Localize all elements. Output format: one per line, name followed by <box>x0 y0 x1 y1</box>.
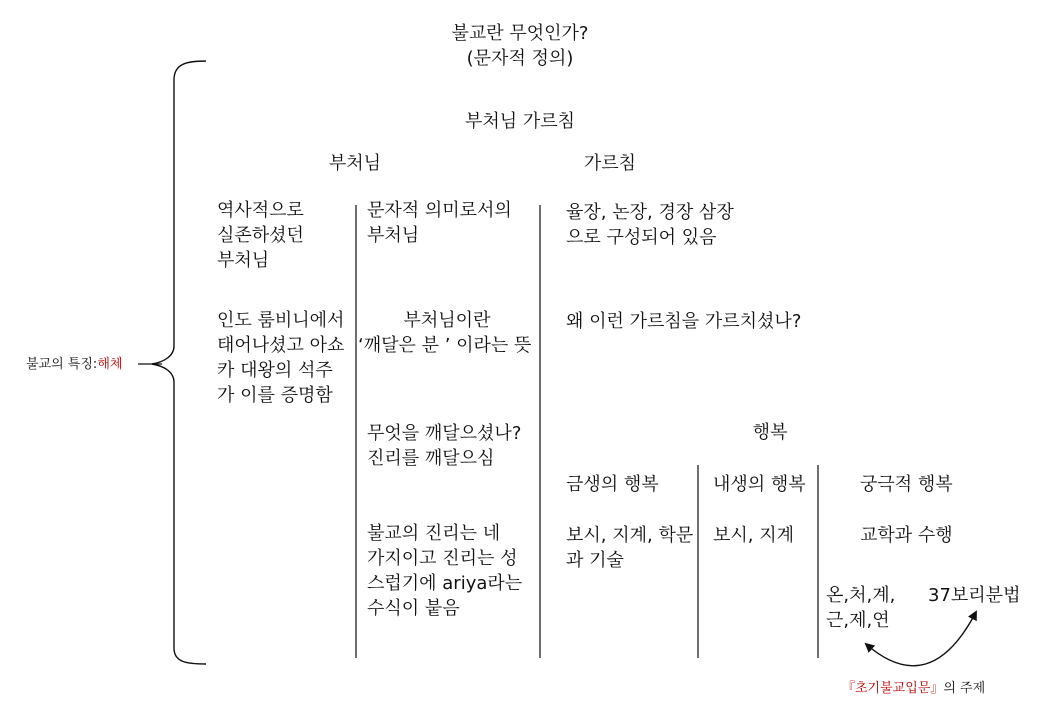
birth-line-3: 카 대왕의 석주 <box>217 360 333 381</box>
aggregates-line-1: 온,처,계, <box>826 585 896 606</box>
literal-line-2: 부처님 <box>367 225 420 246</box>
realized-line-1: 무엇을 깨달으셨나? <box>367 423 522 444</box>
present-line-2: 과 기술 <box>566 550 624 571</box>
title-line2: (문자적 정의) <box>466 48 574 69</box>
footnote-book-title: 『초기불교입문』 <box>842 681 944 696</box>
happiness-heading: 행복 <box>752 422 788 443</box>
truths-line-3: 스럽기에 ariya라는 <box>367 573 523 594</box>
title-line1: 불교란 무엇인가? <box>451 23 589 44</box>
historical-line-1: 역사적으로 <box>217 200 304 221</box>
tripitaka-line-2: 으로 구성되어 있음 <box>566 227 717 248</box>
historical-line-3: 부처님 <box>217 250 270 271</box>
feature-label <box>26 356 122 374</box>
meaning-line-1: 부처님이란 <box>403 310 491 331</box>
tripitaka <box>566 200 734 250</box>
tripitaka-line-1: 율장, 논장, 경장 삼장 <box>566 202 734 223</box>
buddha-heading: 부처님 <box>328 153 382 174</box>
aggregates-line-2: 근,제,연 <box>826 610 890 631</box>
feature-value: 해체 <box>97 357 123 372</box>
historical-buddha <box>217 198 304 273</box>
bodhipakkhiya-dhamma: 37보리분법 <box>928 585 1021 606</box>
happiness-ultimate-content <box>860 523 953 548</box>
historical-line-2: 실존하셨던 <box>217 225 304 246</box>
footnote <box>842 680 985 698</box>
aggregates-bases-elements <box>826 583 895 633</box>
literal-buddha <box>367 198 512 248</box>
birth-line-4: 가 이를 증명함 <box>217 385 333 406</box>
realized-line-2: 진리를 깨달으심 <box>367 448 495 469</box>
four-truths <box>367 521 522 621</box>
happiness-ultimate-title: 궁극적 행복 <box>860 474 953 495</box>
birth-evidence <box>217 308 344 408</box>
happiness-present-title: 금생의 행복 <box>566 474 659 495</box>
present-line-1: 보시, 지계, 학문 <box>566 525 694 546</box>
main-heading: 부처님 가르침 <box>464 111 576 132</box>
left-brace <box>152 61 206 664</box>
feature-label-text: 불교의 특징: <box>26 357 98 372</box>
meaning-line-2: ‘깨달은 분 ’ 이라는 뜻 <box>358 335 532 356</box>
footnote-suffix: 의 주제 <box>943 681 986 696</box>
teaching-heading: 가르침 <box>583 153 637 174</box>
happiness-next-title: 내생의 행복 <box>713 474 806 495</box>
what-realized <box>367 421 521 471</box>
next-line-1: 보시, 지계 <box>713 525 794 546</box>
truths-line-1: 불교의 진리는 네 <box>367 523 501 544</box>
birth-line-2: 태어나셨고 아쇼 <box>217 335 345 356</box>
truths-line-4: 수식이 붙음 <box>367 598 460 619</box>
why-taught: 왜 이런 가르침을 가르치셨나? <box>566 311 802 332</box>
happiness-present-content <box>566 523 693 573</box>
happiness-next-content <box>713 523 794 548</box>
literal-line-1: 문자적 의미로서의 <box>367 200 512 221</box>
buddha-meaning <box>358 308 536 358</box>
birth-line-1: 인도 룸비니에서 <box>217 310 345 331</box>
truths-line-2: 가지이고 진리는 성 <box>367 548 518 569</box>
ultimate-line-1: 교학과 수행 <box>860 525 953 546</box>
